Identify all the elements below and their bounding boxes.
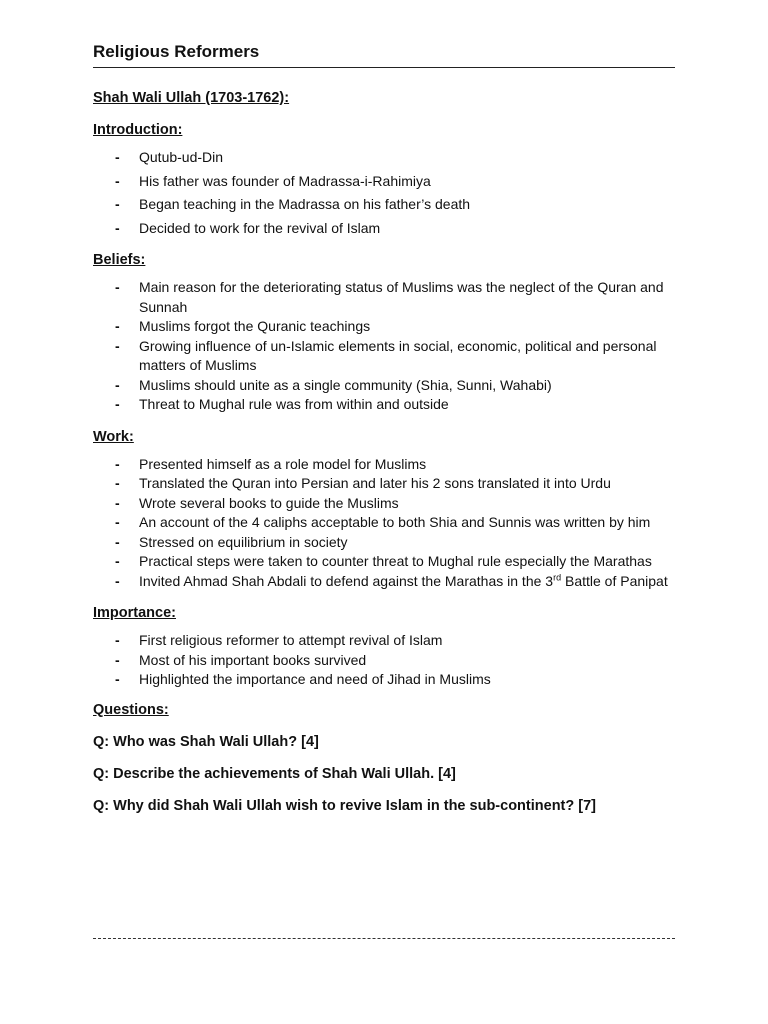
list-item bbox=[93, 513, 675, 533]
list-item-text: Stressed on equilibrium in society bbox=[139, 533, 348, 550]
bullet-dash: - bbox=[115, 279, 120, 295]
list-item bbox=[93, 533, 675, 553]
list-item bbox=[93, 455, 675, 475]
importance-heading: Importance: bbox=[93, 605, 176, 621]
bullet-dash: - bbox=[115, 318, 120, 334]
list-item-text: Wrote several books to guide the Muslims bbox=[139, 494, 399, 511]
importance-list bbox=[93, 631, 675, 690]
list-item bbox=[93, 494, 675, 514]
bullet-dash: - bbox=[115, 172, 120, 189]
bullet-dash: - bbox=[115, 196, 120, 212]
list-item bbox=[93, 552, 675, 572]
document-page bbox=[93, 40, 675, 816]
introduction-heading: Introduction: bbox=[93, 122, 183, 138]
bullet-dash: - bbox=[115, 219, 120, 236]
list-item bbox=[93, 572, 675, 592]
list-item-text: Began teaching in the Madrassa on his father’s death bbox=[139, 196, 471, 212]
list-item-text: Muslims should unite as a single community (Shia, Sunni, Wahabi) bbox=[139, 376, 552, 393]
bullet-dash: - bbox=[115, 475, 120, 491]
list-item bbox=[93, 670, 675, 690]
list-item-text: Growing influence of un-Islamic elements in social, economic, political and personal matters of Muslims bbox=[139, 337, 657, 373]
bullet-dash: - bbox=[115, 572, 120, 589]
list-item-text: First religious reformer to attempt revival of Islam bbox=[139, 632, 443, 648]
ordinal-superscript: rd bbox=[553, 571, 562, 582]
question-item: Q: Describe the achievements of Shah Wali Ullah. [4] bbox=[93, 765, 456, 782]
list-item-text: Most of his important books survived bbox=[139, 651, 367, 668]
introduction-list bbox=[93, 148, 675, 238]
bullet-dash: - bbox=[115, 553, 120, 569]
work-list bbox=[93, 455, 675, 592]
dashed-divider bbox=[93, 938, 675, 939]
list-item-text: Threat to Mughal rule was from within and outside bbox=[139, 396, 449, 412]
beliefs-list bbox=[93, 278, 675, 415]
list-item-text: Qutub-ud-Din bbox=[139, 149, 224, 165]
list-item-text: An account of the 4 caliphs acceptable to both Shia and Sunnis was written by him bbox=[139, 514, 651, 530]
list-item bbox=[93, 219, 675, 239]
document-title: Religious Reformers bbox=[93, 40, 675, 68]
list-item bbox=[93, 651, 675, 671]
list-item-text: Main reason for the deteriorating status of Muslims was the neglect of the Quran and Sunnah bbox=[139, 279, 664, 315]
bullet-dash: - bbox=[115, 671, 120, 687]
bullet-dash: - bbox=[115, 396, 120, 412]
list-item-text: Muslims forgot the Quranic teachings bbox=[139, 318, 371, 334]
bullet-dash: - bbox=[115, 149, 120, 165]
list-item bbox=[93, 195, 675, 215]
list-item bbox=[93, 395, 675, 415]
bullet-dash: - bbox=[115, 494, 120, 511]
list-item-text-after: Battle of Panipat bbox=[561, 572, 668, 589]
bullet-dash: - bbox=[115, 455, 120, 472]
question-item: Q: Why did Shah Wali Ullah wish to revive Islam in the sub-continent? [7] bbox=[93, 797, 596, 814]
list-item bbox=[93, 317, 675, 337]
list-item-text: Decided to work for the revival of Islam bbox=[139, 219, 381, 236]
bullet-dash: - bbox=[115, 651, 120, 668]
question-item: Q: Who was Shah Wali Ullah? [4] bbox=[93, 733, 319, 750]
subject-heading: Shah Wali Ullah (1703-1762): bbox=[93, 90, 290, 106]
list-item-text: Translated the Quran into Persian and later his 2 sons translated it into Urdu bbox=[139, 475, 611, 491]
beliefs-heading: Beliefs: bbox=[93, 252, 146, 268]
list-item bbox=[93, 337, 675, 376]
bullet-dash: - bbox=[115, 337, 120, 354]
bullet-dash: - bbox=[115, 533, 120, 550]
list-item bbox=[93, 376, 675, 396]
questions-heading: Questions: bbox=[93, 701, 169, 718]
bullet-dash: - bbox=[115, 376, 120, 393]
list-item-text: Practical steps were taken to counter threat to Mughal rule especially the Marathas bbox=[139, 553, 652, 569]
list-item bbox=[93, 278, 675, 317]
list-item-text: Presented himself as a role model for Muslims bbox=[139, 455, 427, 472]
list-item bbox=[93, 148, 675, 168]
list-item bbox=[93, 631, 675, 651]
list-item-text: Highlighted the importance and need of Jihad in Muslims bbox=[139, 671, 491, 687]
list-item bbox=[93, 474, 675, 494]
list-item bbox=[93, 172, 675, 192]
work-heading: Work: bbox=[93, 428, 134, 445]
list-item-text: His father was founder of Madrassa-i-Rahimiya bbox=[139, 172, 431, 189]
bullet-dash: - bbox=[115, 632, 120, 648]
list-item-text-before: Invited Ahmad Shah Abdali to defend against the Marathas in the 3 bbox=[139, 572, 554, 589]
bullet-dash: - bbox=[115, 514, 120, 530]
